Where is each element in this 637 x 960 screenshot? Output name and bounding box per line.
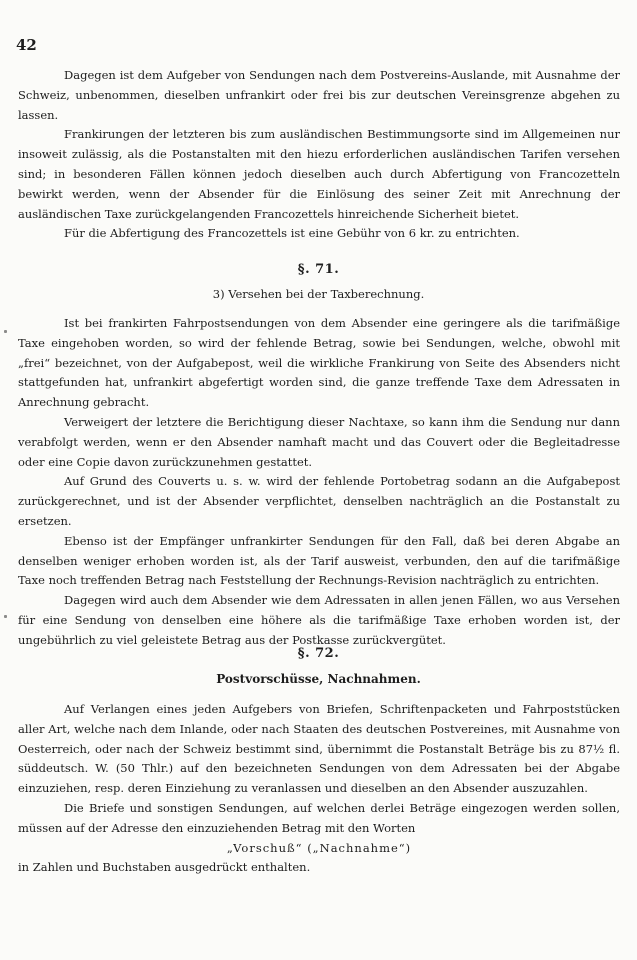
paragraph: Für die Abfertigung des Francozettels ist eine Gebühr von 6 kr. zu entrichten. [64, 226, 520, 241]
paragraph: Dagegen ist dem Aufgeber von Sendungen nach dem Postvereins-Auslande, mit Ausnahme der Schweiz, unbenommen, dieselben unfrankirt oder frei bis zur deutschen Vereinsgrenze abgehen zu lassen. [18, 68, 620, 122]
paragraph: Auf Grund des Couverts u. s. w. wird der fehlende Portobetrag sodann an die Aufgabepost zurückgerechnet, und ist der Absender verpflichtet, denselben nachträglich an die Postanstalt zu ersetzen. [18, 474, 620, 528]
margin-mark [4, 330, 7, 333]
section-72-body [18, 700, 620, 878]
paragraph: Frankirungen der letzteren bis zum ausländischen Bestimmungsorte sind im Allgemeinen nur insoweit zulässig, als die Postanstalten mit den hiezu erforderlichen ausländischen Tarifen versehen sind; in besonderen Fällen können jedoch dieselben auch durch Abfertigung von Francozetteln bewirkt werden, wenn der Absender für die Einlösung des seiner Zeit mit Anrechnung der ausländischen Taxe zurückgelangenden Francozettels hinreichende Sicherheit bietet. [18, 127, 620, 221]
page-number: 42 [16, 36, 37, 54]
margin-mark [4, 615, 7, 618]
closing-line: in Zahlen und Buchstaben ausgedrückt enthalten. [18, 860, 311, 875]
quote-line: „Vorschuß“ („Nachnahme“) [226, 840, 412, 855]
paragraph: Dagegen wird auch dem Absender wie dem Adressaten in allen jenen Fällen, wo aus Versehen für eine Sendung von denselben eine höhere als die tarifmäßige Taxe erhoben worden ist, der ungebührlich zu viel geleistete Betrag aus der Postkasse zurückvergütet. [18, 593, 620, 647]
intro-text [18, 66, 620, 244]
section-71-subtitle: 3) Versehen bei der Taxberechnung. [212, 287, 425, 301]
paragraph: Auf Verlangen eines jeden Aufgebers von Briefen, Schriftenpacketen und Fahrpoststücken aller Art, welche nach dem Inlande, oder nach Staaten des deutschen Postvereines, mit Ausnahme von Oesterreich, oder nach der Schweiz bestimmt sind, übernimmt die Postanstalt Beträge bis zu 87½ fl. süddeutsch. W. (50 Thlr.) auf den bezeichneten Sendungen von dem Adressaten bei der Abgabe einzuziehen, resp. deren Einziehung zu veranlassen und dieselben an den Absender auszuzahlen. [18, 702, 620, 796]
section-71-heading: §. 71. [297, 262, 340, 277]
paragraph: Verweigert der letztere die Berichtigung dieser Nachtaxe, so kann ihm die Sendung nur dann verabfolgt werden, wenn er den Absender namhaft macht und das Couvert oder die Begleitadresse oder eine Copie davon zurückzunehmen gestattet. [18, 414, 620, 469]
section-72-heading: §. 72. [297, 646, 340, 661]
paragraph: Ist bei frankirten Fahrpostsendungen von dem Absender eine geringere als die tarifmäßige Taxe eingehoben worden, so wird der fehlende Betrag, sowie bei Sendungen, welche, obwohl mit „frei“ bezeichnet, von der Aufgabepost, weil die wirkliche Frankirung von Seite des Absenders nicht stattgefunden hat, unfrankirt abgefertigt worden sind, die ganze treffende Taxe dem Adressaten in Anrechnung gebracht. [18, 316, 620, 410]
section-71-body [18, 314, 620, 651]
paragraph: Die Briefe und sonstigen Sendungen, auf welchen derlei Beträge eingezogen werden sollen, müssen auf der Adresse den einzuziehenden Betrag mit den Worten [18, 800, 620, 835]
section-72-subtitle: Postvorschüsse, Nachnahmen. [216, 672, 421, 686]
paragraph: Ebenso ist der Empfänger unfrankirter Sendungen für den Fall, daß bei deren Abgabe an denselben weniger erhoben worden ist, als der Tarif ausweist, verbunden, den auf die tarifmäßige Taxe noch treffenden Betrag nach Feststellung der Rechnungs-Revision nachträglich zu entrichten. [18, 533, 620, 588]
